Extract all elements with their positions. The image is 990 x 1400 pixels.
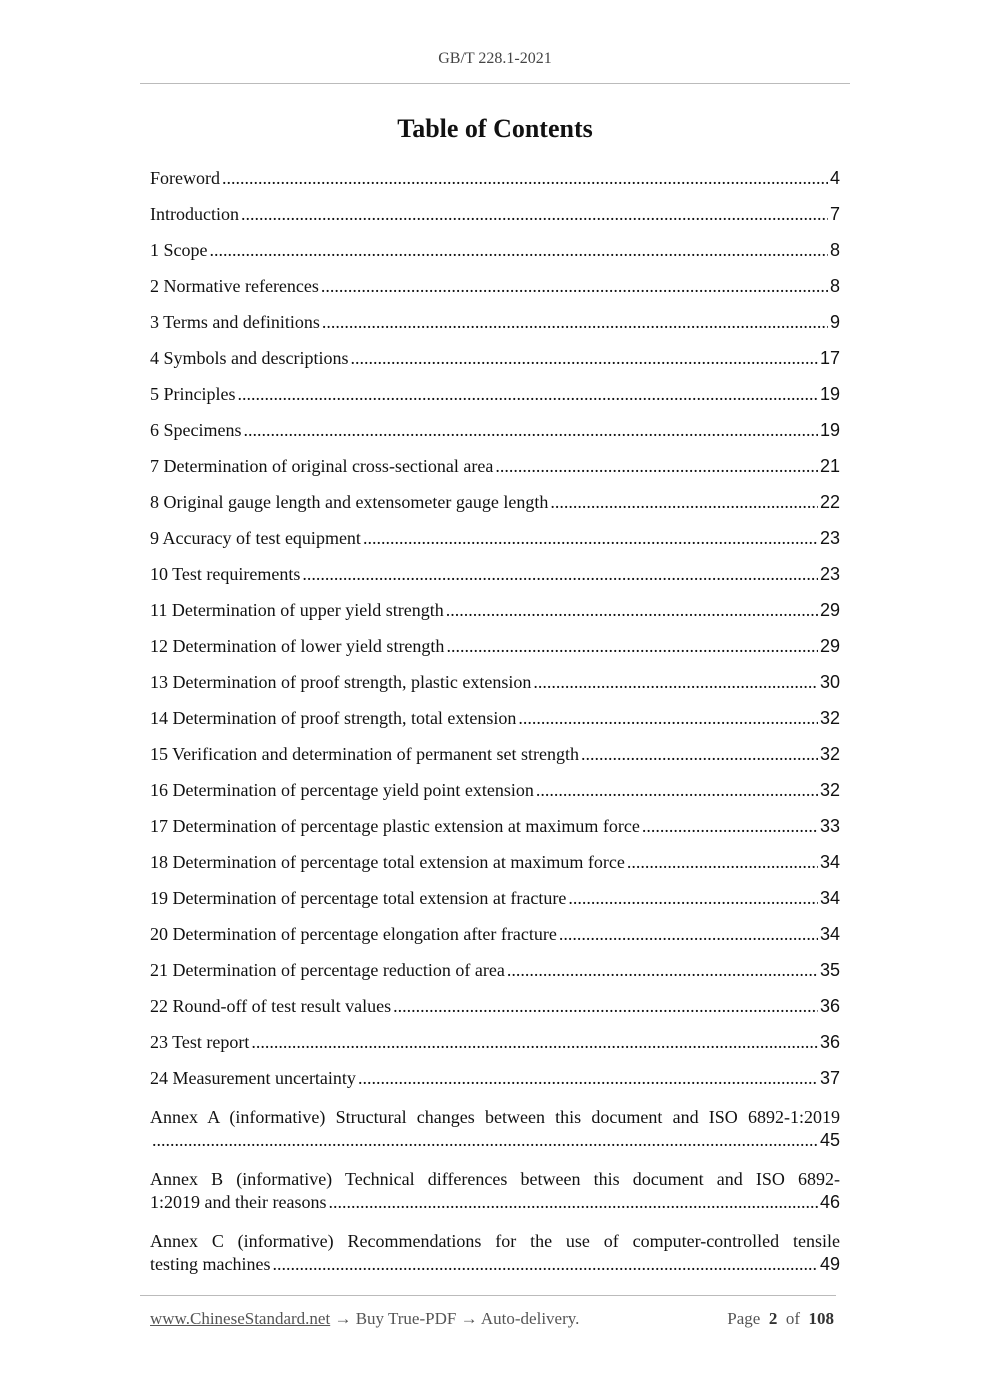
toc-entry-title: 11 Determination of upper yield strength [150, 600, 444, 620]
toc-entry-title: 8 Original gauge length and extensometer gauge length [150, 492, 549, 512]
header-divider [140, 83, 850, 84]
toc-entry[interactable] [150, 348, 840, 384]
toc-entry-title: 20 Determination of percentage elongation after fracture [150, 924, 557, 944]
toc-entry-page: 4 [829, 168, 840, 188]
delivery-text: Auto-delivery. [480, 1309, 580, 1328]
dot-leader [222, 168, 828, 189]
dot-leader [272, 1254, 817, 1275]
toc-entry[interactable] [150, 276, 840, 312]
toc-annex-entry[interactable] [150, 1104, 840, 1156]
dot-leader [393, 996, 818, 1017]
toc-entry-title: Annex B (informative) Technical differences between this document and ISO 6892- [150, 1169, 840, 1189]
page-number: Page 2 of 108 [727, 1309, 834, 1328]
dot-leader [568, 888, 818, 909]
dot-leader [518, 708, 818, 729]
toc-entry[interactable] [150, 816, 840, 852]
toc-entry-title: 22 Round-off of test result values [150, 996, 392, 1016]
toc-entry-page: 8 [829, 276, 840, 296]
running-header: GB/T 228.1-2021 [438, 50, 552, 67]
dot-leader [581, 744, 818, 765]
dot-leader [251, 1032, 818, 1053]
toc-entry-page: 36 [819, 1032, 840, 1052]
toc-entry-title: 12 Determination of lower yield strength [150, 636, 445, 656]
toc-entry-page: 34 [819, 924, 840, 944]
dot-leader [302, 564, 818, 585]
toc-entry[interactable] [150, 384, 840, 420]
dot-leader [152, 1130, 818, 1151]
toc-entry-title: 13 Determination of proof strength, plastic extension [150, 672, 532, 692]
toc-annex-entry[interactable] [150, 1166, 840, 1218]
dot-leader [238, 384, 818, 405]
dot-leader [533, 672, 818, 693]
toc-entry-page: 8 [829, 240, 840, 260]
toc-entry[interactable] [150, 636, 840, 672]
toc-entry-page: 9 [829, 312, 840, 332]
toc-entry[interactable] [150, 924, 840, 960]
dot-leader [363, 528, 818, 549]
toc-entry[interactable] [150, 744, 840, 780]
toc-entry-page: 22 [819, 492, 840, 512]
toc-entry-page: 30 [819, 672, 840, 692]
page-title: Table of Contents [397, 114, 593, 143]
toc-entry-title: Annex C (informative) Recommendations for the use of computer-controlled tensile [150, 1231, 840, 1251]
website-link[interactable]: www.ChineseStandard.net [150, 1309, 331, 1328]
toc-entry-title: 14 Determination of proof strength, total extension [150, 708, 517, 728]
toc-entry-title: 23 Test report [150, 1032, 250, 1052]
toc-entry-page: 23 [819, 564, 840, 584]
toc-entry-title: 6 Specimens [150, 420, 242, 440]
dot-leader [446, 636, 818, 657]
toc-entry-page: 33 [819, 816, 840, 836]
toc-entry[interactable] [150, 600, 840, 636]
toc-entry[interactable] [150, 312, 840, 348]
toc-entry[interactable] [150, 960, 840, 996]
toc-entry[interactable] [150, 564, 840, 600]
toc-entry-page: 46 [819, 1192, 840, 1212]
toc-entry[interactable] [150, 168, 840, 204]
dot-leader [536, 780, 818, 801]
toc-entry-title: 24 Measurement uncertainty [150, 1068, 356, 1088]
toc-entry-title: 7 Determination of original cross-sectional area [150, 456, 494, 476]
toc-entry[interactable] [150, 1068, 840, 1104]
dot-leader [559, 924, 818, 945]
toc-entry-title: Annex A (informative) Structural changes between this document and ISO 6892-1:2019 [150, 1107, 840, 1127]
toc-entry-page: 32 [819, 780, 840, 800]
toc-entry-page: 32 [819, 708, 840, 728]
toc-entry-title: 18 Determination of percentage total extension at maximum force [150, 852, 625, 872]
toc-entry[interactable] [150, 420, 840, 456]
toc-entry-page: 45 [819, 1130, 840, 1150]
arrow-icon: → [334, 1309, 352, 1328]
dot-leader [322, 312, 828, 333]
dot-leader [241, 204, 828, 225]
toc-entry[interactable] [150, 852, 840, 888]
dot-leader [328, 1192, 818, 1213]
table-of-contents [150, 168, 840, 1290]
dot-leader [244, 420, 818, 441]
toc-entry-title-cont: 1:2019 and their reasons [150, 1192, 327, 1212]
toc-entry-title: 2 Normative references [150, 276, 319, 296]
dot-leader [550, 492, 818, 513]
toc-entry[interactable] [150, 672, 840, 708]
arrow-icon: → [460, 1309, 478, 1328]
toc-entry-page: 21 [819, 456, 840, 476]
toc-entry-page: 29 [819, 636, 840, 656]
toc-entry-page: 32 [819, 744, 840, 764]
dot-leader [446, 600, 818, 621]
toc-entry-title: 1 Scope [150, 240, 208, 260]
toc-entry-page: 19 [819, 384, 840, 404]
toc-entry-title: 5 Principles [150, 384, 236, 404]
toc-entry-page: 34 [819, 888, 840, 908]
toc-entry-page: 19 [819, 420, 840, 440]
toc-entry[interactable] [150, 456, 840, 492]
toc-entry-page: 34 [819, 852, 840, 872]
footer-divider [140, 1295, 836, 1296]
toc-entry[interactable] [150, 1032, 840, 1068]
dot-leader [642, 816, 818, 837]
dot-leader [627, 852, 818, 873]
toc-entry-page: 17 [819, 348, 840, 368]
toc-entry-title: 9 Accuracy of test equipment [150, 528, 361, 548]
toc-annex-entry[interactable] [150, 1228, 840, 1280]
dot-leader [351, 348, 818, 369]
toc-entry-page: 7 [829, 204, 840, 224]
toc-entry-title: 16 Determination of percentage yield point extension [150, 780, 534, 800]
footer [150, 1309, 834, 1329]
toc-entry-title: Introduction [150, 204, 239, 224]
toc-entry-title: 17 Determination of percentage plastic extension at maximum force [150, 816, 640, 836]
toc-entry-title: Foreword [150, 168, 220, 188]
toc-entry[interactable] [150, 204, 840, 240]
toc-entry[interactable] [150, 780, 840, 816]
toc-entry[interactable] [150, 888, 840, 924]
buy-text: Buy True-PDF [355, 1309, 457, 1328]
toc-entry-title: 15 Verification and determination of permanent set strength [150, 744, 580, 764]
toc-entry-title-cont: testing machines [150, 1254, 271, 1274]
toc-entry[interactable] [150, 528, 840, 564]
toc-entry[interactable] [150, 240, 840, 276]
dot-leader [321, 276, 828, 297]
dot-leader [495, 456, 818, 477]
toc-entry-title: 21 Determination of percentage reduction of area [150, 960, 505, 980]
toc-entry-page: 35 [819, 960, 840, 980]
toc-entry-page: 37 [819, 1068, 840, 1088]
dot-leader [358, 1068, 818, 1089]
toc-entry-page: 36 [819, 996, 840, 1016]
toc-entry-page: 49 [819, 1254, 840, 1274]
toc-entry[interactable] [150, 996, 840, 1032]
toc-entry-title: 4 Symbols and descriptions [150, 348, 349, 368]
toc-entry-page: 29 [819, 600, 840, 620]
toc-entry-title: 3 Terms and definitions [150, 312, 320, 332]
toc-entry-title: 19 Determination of percentage total extension at fracture [150, 888, 567, 908]
dot-leader [210, 240, 828, 261]
toc-entry-title: 10 Test requirements [150, 564, 301, 584]
toc-entry[interactable] [150, 708, 840, 744]
toc-entry[interactable] [150, 492, 840, 528]
dot-leader [507, 960, 818, 981]
toc-entry-page: 23 [819, 528, 840, 548]
